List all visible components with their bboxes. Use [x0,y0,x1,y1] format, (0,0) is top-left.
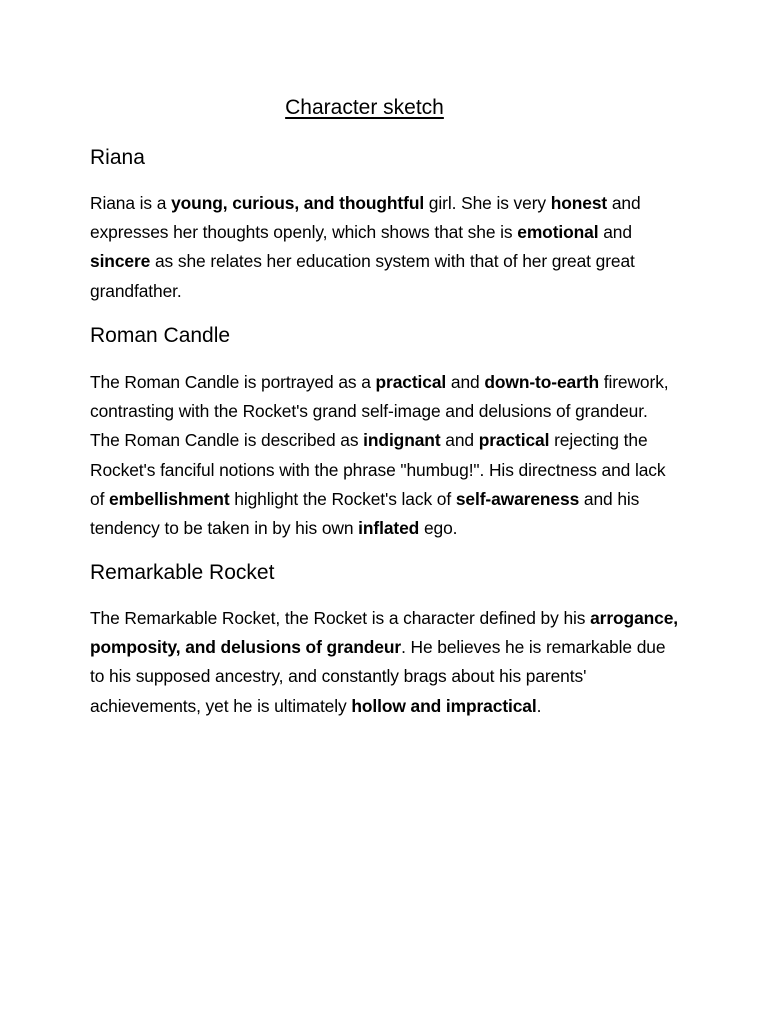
section-remarkable-rocket [90,559,680,721]
paragraph-text: girl. She is very [424,193,551,213]
paragraph-text: The Roman Candle is portrayed as a [90,372,376,392]
emphasis-text: hollow and impractical [351,695,537,716]
paragraph-text: ego. [419,518,458,539]
emphasis-text: indignant [363,430,441,451]
paragraph-text: highlight the Rocket's lack of [229,488,456,509]
emphasis-text: down-to-earth [484,372,599,392]
section-paragraph [90,604,680,721]
section-heading: Roman Candle [90,324,231,347]
section-paragraph [90,189,680,306]
emphasis-text: honest [550,193,608,213]
section-roman-candle [90,322,680,543]
paragraph-text: and [598,222,632,243]
paragraph-text: The Remarkable Rocket, the Rocket is a character defined by his [90,608,591,628]
paragraph-text: and expresses her thoughts openly, which shows that she is [90,193,641,243]
emphasis-text: practical [375,372,447,392]
section-heading: Remarkable Rocket [90,561,275,584]
emphasis-text: emotional [517,222,599,243]
emphasis-text: sincere [90,251,151,272]
paragraph-text: and [440,430,479,451]
emphasis-text: arrogance, pomposity, and delusions of grandeur [90,608,679,658]
emphasis-text: inflated [358,518,420,539]
paragraph-text: and [446,372,485,392]
emphasis-text: embellishment [109,488,230,509]
emphasis-text: self-awareness [455,488,580,509]
section-heading: Riana [90,146,145,169]
paragraph-text: firework, contrasting with the Rocket's grand self-image and delusions of grandeur. The Roman Candle is described as [90,372,669,451]
section-paragraph [90,368,680,543]
paragraph-text: rejecting the Rocket's fanciful notions with the phrase "humbug!". His directness and lack of [90,430,666,509]
page-title: Character sketch [285,96,444,119]
paragraph-text: Riana is a [90,193,172,213]
paragraph-text: . [536,695,542,716]
paragraph-text: and his tendency to be taken in by his own [90,488,640,539]
emphasis-text: practical [478,430,550,451]
paragraph-text: . He believes he is remarkable due to his supposed ancestry, and constantly brags about his parents' achievements, yet he is ultimately [90,637,666,716]
emphasis-text: young, curious, and thoughtful [171,193,425,213]
paragraph-text: as she relates her education system with that of her great great grandfather. [90,251,635,301]
section-riana [90,144,680,306]
